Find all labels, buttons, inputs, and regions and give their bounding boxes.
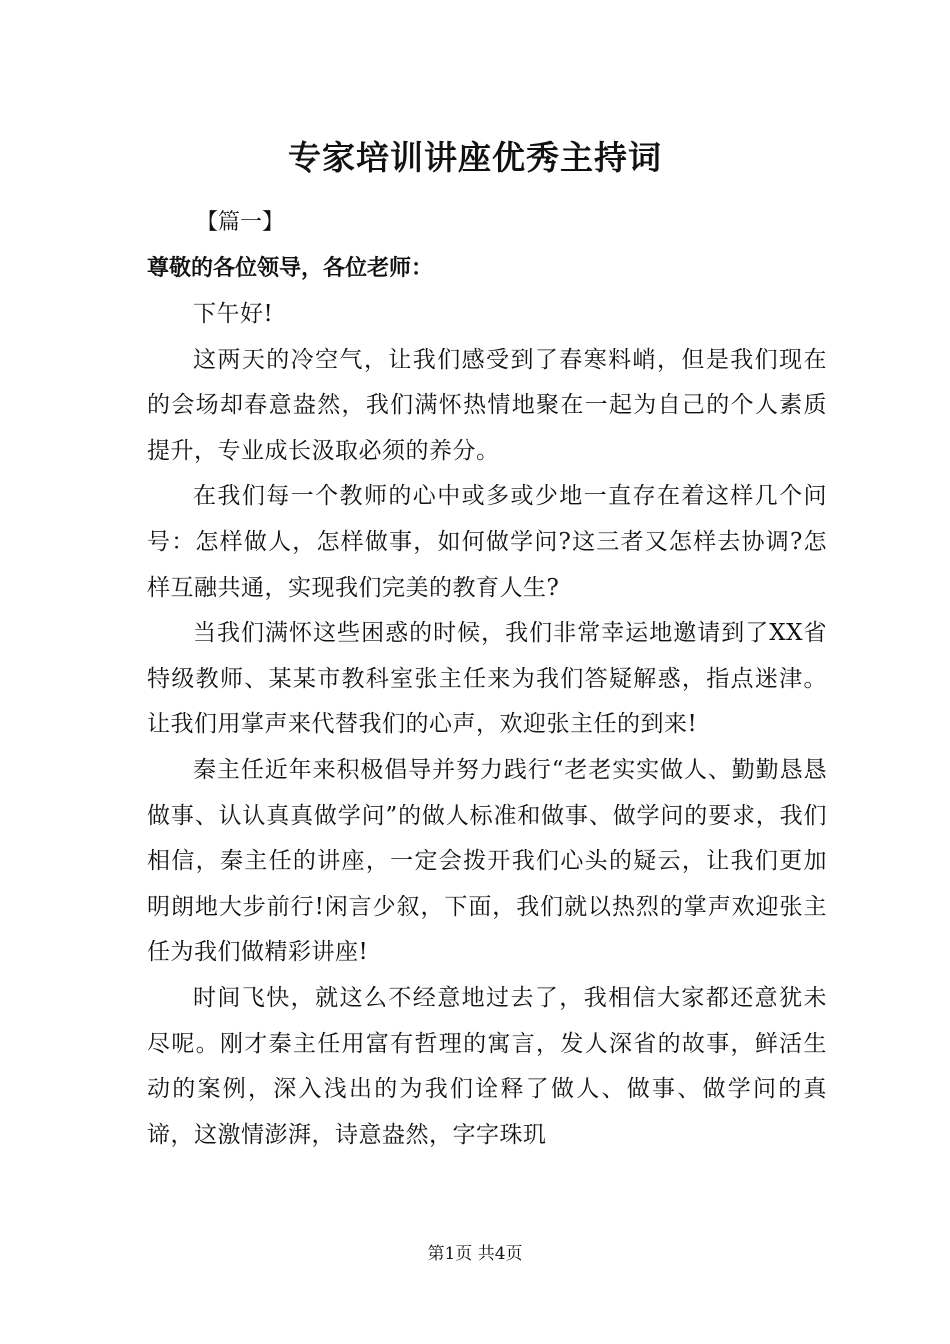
paragraph: 下午好! xyxy=(193,301,274,327)
paragraph: 秦主任近年来积极倡导并努力践行“老老实实做人、勤勤恳恳做事、认认真真做学问”的做人标准和做事、做学问的要求，我们相信，秦主任的讲座，一定会拨开我们心头的疑云，让我们更加明朗地大步前行!闲言少叙，下面，我们就以热烈的掌声欢迎张主任为我们做精彩讲座! xyxy=(147,756,827,966)
paragraph: 在我们每一个教师的心中或多或少地一直存在着这样几个问号：怎样做人，怎样做事，如何做学问?这三者又怎样去协调?怎样互融共通，实现我们完美的教育人生? xyxy=(147,483,827,601)
paragraph: 这两天的冷空气，让我们感受到了春寒料峭，但是我们现在的会场却春意盎然，我们满怀热情地聚在一起为自己的个人素质提升，专业成长汲取必须的养分。 xyxy=(147,346,827,464)
paragraph: 时间飞快，就这么不经意地过去了，我相信大家都还意犹未尽呢。刚才秦主任用富有哲理的寓言，发人深省的故事，鲜活生动的案例，深入浅出的为我们诠释了做人、做事、做学问的真谛，这激情澎湃，诗意盎然，字字珠玑 xyxy=(147,984,827,1148)
document-title: 专家培训讲座优秀主持词 xyxy=(288,138,662,177)
salutation: 尊敬的各位领导，各位老师： xyxy=(147,255,434,281)
page-number-footer: 第1页 共4页 xyxy=(427,1244,523,1264)
paragraph: 当我们满怀这些困惑的时候，我们非常幸运地邀请到了XX省特级教师、某某市教科室张主任来为我们答疑解惑，指点迷津。让我们用掌声来代替我们的心声，欢迎张主任的到来! xyxy=(147,620,827,738)
section-label: 【篇一】 xyxy=(196,210,285,235)
body-text xyxy=(147,292,827,1158)
